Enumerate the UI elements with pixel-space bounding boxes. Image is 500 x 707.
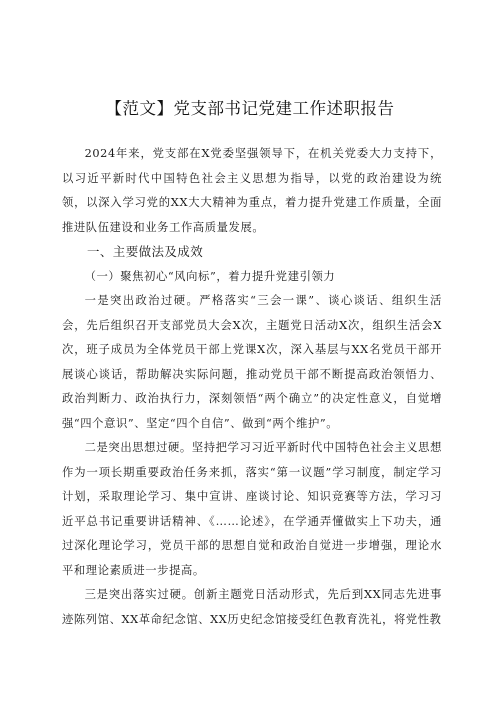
intro-paragraph: 2024年来，党支部在X党委坚强领导下，在机关党委大力支持下，以习近平新时代中国特色社会主义思想为指导，以党的政治建设为统领，以深入学习党的XX大大精神为重点，着力提升党建工作质量，全面推进队伍建设和业务工作高质量发展。 (62, 147, 442, 234)
paragraph-ideological: 二是突出思想过硬。坚持把学习习近平新时代中国特色社会主义思想作为一项长期重要政治任务来抓，落实“第一议题”学习制度，制定学习计划，采取理论学习、集中宣讲、座谈讨论、知识竞赛等方法，学习习近平总书记重要讲话精神、《……论述》，在学通弄懂做实上下功夫，通过深化理论学习，党员干部的思想自觉和政治自觉进一步增强，理论水平和理论素质进一步提高。 (62, 441, 442, 577)
subsection-heading: （一）聚焦初心“风向标”，着力提升党建引领力 (84, 269, 336, 283)
section-heading: 一、主要做法及成效 (87, 244, 204, 259)
document-title: 【范文】党支部书记党建工作述职报告 (105, 99, 395, 118)
paragraph-implementation: 三是突出落实过硬。创新主题党日活动形式，先后到XX同志先进事迹陈列馆、XX革命纪念馆、XX历史纪念馆接受红色教育洗礼，将党性教 (62, 588, 442, 626)
document-body (62, 142, 442, 632)
paragraph-political: 一是突出政治过硬。严格落实“三会一课”、谈心谈话、组织生活会，先后组织召开支部党员大会X次，主题党日活动X次，组织生活会X次，班子成员为全体党员干部上党课X次，深入基层与XX名党员干部开展谈心谈话，帮助解决实际问题，推动党员干部不断提高政治领悟力、政治判断力、政治执行力，深刻领悟“两个确立”的决定性意义，自觉增强“四个意识”、坚定“四个自信”、做到“两个维护”。 (62, 294, 442, 430)
